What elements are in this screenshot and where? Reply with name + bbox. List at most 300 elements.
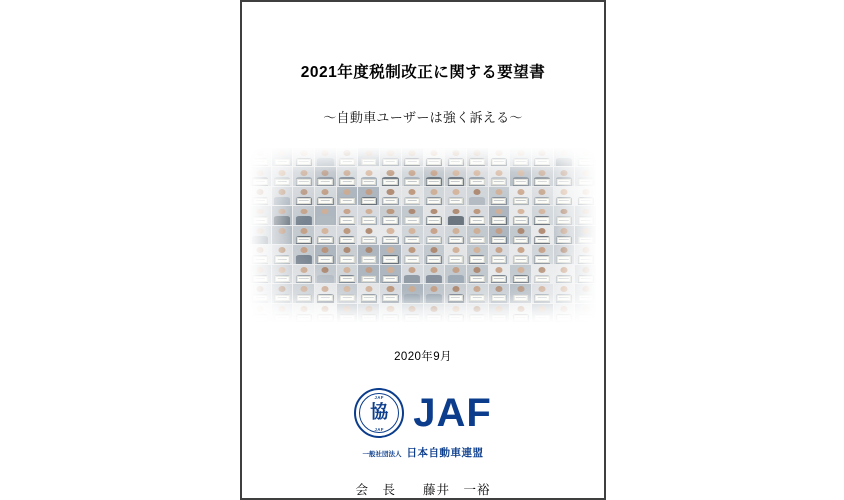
photo-person-head bbox=[495, 247, 502, 253]
photo-person-head bbox=[322, 150, 329, 156]
photo-message-board bbox=[578, 237, 592, 243]
photo-message-board bbox=[383, 237, 397, 243]
photo-person-head bbox=[257, 286, 264, 292]
photo-person-head bbox=[344, 286, 351, 292]
photo-person-head bbox=[300, 267, 307, 273]
photo-tile bbox=[467, 206, 488, 224]
photo-tile bbox=[510, 206, 531, 224]
photo-message-board bbox=[578, 276, 592, 282]
photo-message-board bbox=[296, 179, 310, 185]
photo-person-head bbox=[365, 286, 372, 292]
photo-tile bbox=[510, 304, 531, 322]
photo-person-head bbox=[495, 170, 502, 176]
photo-tile bbox=[358, 284, 379, 302]
photo-tile bbox=[532, 187, 553, 205]
photo-message-board bbox=[340, 256, 354, 262]
emblem-top-text: JAF bbox=[374, 394, 384, 400]
photo-message-board bbox=[470, 276, 484, 282]
photo-message-board bbox=[492, 276, 506, 282]
photo-person-body bbox=[556, 158, 572, 166]
photo-tile bbox=[445, 304, 466, 322]
photo-person-head bbox=[539, 189, 546, 195]
photo-message-board bbox=[557, 295, 571, 301]
photo-message-board bbox=[557, 198, 571, 204]
photo-message-board bbox=[557, 315, 571, 321]
page-title: 2021年度税制改正に関する要望書 bbox=[300, 64, 546, 81]
photo-person-head bbox=[430, 189, 437, 195]
photo-tile bbox=[402, 284, 423, 302]
logo-caption bbox=[362, 445, 483, 460]
photo-person-head bbox=[517, 170, 524, 176]
photo-person-body bbox=[447, 216, 463, 224]
photo-person-head bbox=[279, 286, 286, 292]
photo-tile bbox=[293, 167, 314, 185]
photo-tile bbox=[293, 148, 314, 166]
photo-person-head bbox=[517, 247, 524, 253]
photo-person-head bbox=[430, 286, 437, 292]
photo-message-board bbox=[383, 256, 397, 262]
cover-photo-mosaic bbox=[250, 148, 596, 322]
photo-person-head bbox=[344, 228, 351, 234]
photo-person-head bbox=[582, 170, 589, 176]
photo-tile bbox=[315, 304, 336, 322]
photo-message-board bbox=[405, 217, 419, 223]
photo-tile bbox=[272, 245, 293, 263]
photo-person-head bbox=[517, 150, 524, 156]
photo-tile bbox=[424, 206, 445, 224]
photo-message-board bbox=[253, 276, 267, 282]
photo-tile bbox=[445, 245, 466, 263]
photo-message-board bbox=[383, 179, 397, 185]
photo-tile bbox=[315, 245, 336, 263]
photo-person-head bbox=[257, 150, 264, 156]
photo-message-board bbox=[470, 217, 484, 223]
photo-person-head bbox=[452, 209, 459, 215]
photo-message-board bbox=[253, 256, 267, 262]
photo-tile bbox=[445, 167, 466, 185]
photo-person-body bbox=[426, 294, 442, 302]
photo-message-board bbox=[275, 256, 289, 262]
photo-person-head bbox=[560, 306, 567, 312]
photo-tile bbox=[250, 304, 271, 322]
photo-message-board bbox=[318, 179, 332, 185]
photo-person-head bbox=[365, 247, 372, 253]
photo-person-head bbox=[539, 170, 546, 176]
photo-person-body bbox=[317, 158, 333, 166]
photo-person-head bbox=[560, 150, 567, 156]
photo-person-head bbox=[257, 247, 264, 253]
photo-message-board bbox=[557, 276, 571, 282]
photo-message-board bbox=[275, 276, 289, 282]
photo-person-head bbox=[409, 267, 416, 273]
photo-person-head bbox=[279, 209, 286, 215]
photo-message-board bbox=[383, 295, 397, 301]
photo-tile bbox=[272, 167, 293, 185]
photo-message-board bbox=[448, 179, 462, 185]
photo-tile bbox=[337, 245, 358, 263]
photo-person-head bbox=[474, 267, 481, 273]
photo-message-board bbox=[448, 295, 462, 301]
photo-tile bbox=[467, 226, 488, 244]
photo-tile bbox=[315, 284, 336, 302]
photo-tile bbox=[272, 187, 293, 205]
photo-person-head bbox=[257, 170, 264, 176]
photo-tile bbox=[424, 265, 445, 283]
photo-person-head bbox=[300, 170, 307, 176]
photo-tile bbox=[489, 265, 510, 283]
photo-tile bbox=[554, 245, 575, 263]
photo-tile bbox=[467, 167, 488, 185]
photo-person-body bbox=[317, 275, 333, 283]
photo-message-board bbox=[448, 315, 462, 321]
photo-tile bbox=[510, 187, 531, 205]
photo-person-head bbox=[344, 150, 351, 156]
photo-tile bbox=[358, 226, 379, 244]
photo-person-head bbox=[409, 189, 416, 195]
jaf-logo-block bbox=[354, 388, 492, 460]
photo-tile bbox=[315, 206, 336, 224]
photo-message-board bbox=[253, 198, 267, 204]
photo-message-board bbox=[578, 217, 592, 223]
photo-message-board bbox=[340, 217, 354, 223]
photo-tile bbox=[532, 304, 553, 322]
photo-person-head bbox=[495, 267, 502, 273]
emblem-bottom-text: JAF bbox=[374, 426, 384, 432]
photo-tile bbox=[315, 148, 336, 166]
photo-person-head bbox=[474, 306, 481, 312]
photo-person-head bbox=[474, 247, 481, 253]
photo-person-head bbox=[430, 228, 437, 234]
photo-person-head bbox=[474, 170, 481, 176]
photo-message-board bbox=[405, 159, 419, 165]
photo-person-head bbox=[539, 267, 546, 273]
photo-message-board bbox=[340, 198, 354, 204]
photo-tile bbox=[402, 226, 423, 244]
photo-tile bbox=[510, 265, 531, 283]
photo-person-head bbox=[582, 306, 589, 312]
photo-person-head bbox=[387, 228, 394, 234]
photo-message-board bbox=[362, 179, 376, 185]
photo-tile bbox=[337, 304, 358, 322]
photo-message-board bbox=[405, 256, 419, 262]
photo-person-head bbox=[300, 228, 307, 234]
photo-message-board bbox=[535, 179, 549, 185]
photo-message-board bbox=[296, 295, 310, 301]
photo-tile bbox=[337, 265, 358, 283]
photo-tile bbox=[554, 167, 575, 185]
photo-message-board bbox=[513, 276, 527, 282]
logo-row bbox=[354, 388, 492, 438]
photo-person-head bbox=[300, 286, 307, 292]
photo-person-head bbox=[539, 209, 546, 215]
photo-person-head bbox=[257, 306, 264, 312]
photo-tile bbox=[510, 245, 531, 263]
photo-message-board bbox=[362, 256, 376, 262]
photo-tile bbox=[532, 148, 553, 166]
photo-message-board bbox=[296, 276, 310, 282]
photo-tile bbox=[510, 284, 531, 302]
photo-message-board bbox=[557, 217, 571, 223]
photo-message-board bbox=[253, 179, 267, 185]
photo-message-board bbox=[383, 198, 397, 204]
photo-tile bbox=[380, 167, 401, 185]
photo-tile bbox=[293, 206, 314, 224]
photo-tile bbox=[554, 187, 575, 205]
photo-message-board bbox=[405, 315, 419, 321]
document-cover-page bbox=[240, 0, 606, 500]
photo-message-board bbox=[535, 217, 549, 223]
photo-message-board bbox=[275, 295, 289, 301]
photo-tile bbox=[467, 304, 488, 322]
photo-tile bbox=[467, 284, 488, 302]
photo-message-board bbox=[492, 179, 506, 185]
photo-person-head bbox=[365, 306, 372, 312]
photo-person-head bbox=[560, 170, 567, 176]
photo-message-board bbox=[492, 315, 506, 321]
photo-message-board bbox=[362, 237, 376, 243]
photo-tile bbox=[424, 304, 445, 322]
photo-tile bbox=[575, 265, 596, 283]
photo-person-body bbox=[447, 275, 463, 283]
photo-person-head bbox=[430, 306, 437, 312]
photo-message-board bbox=[362, 315, 376, 321]
photo-tile bbox=[424, 167, 445, 185]
photo-person-head bbox=[560, 189, 567, 195]
photo-person-head bbox=[279, 306, 286, 312]
photo-message-board bbox=[513, 179, 527, 185]
photo-person-body bbox=[404, 294, 420, 302]
photo-person-head bbox=[452, 189, 459, 195]
photo-message-board bbox=[513, 159, 527, 165]
photo-message-board bbox=[535, 276, 549, 282]
photo-message-board bbox=[427, 315, 441, 321]
photo-tile bbox=[575, 206, 596, 224]
photo-person-head bbox=[517, 228, 524, 234]
photo-person-head bbox=[344, 267, 351, 273]
photo-message-board bbox=[296, 159, 310, 165]
photo-person-head bbox=[560, 267, 567, 273]
photo-tile bbox=[358, 187, 379, 205]
photo-message-board bbox=[448, 198, 462, 204]
photo-message-board bbox=[513, 217, 527, 223]
photo-tile bbox=[337, 148, 358, 166]
photo-person-head bbox=[517, 209, 524, 215]
photo-message-board bbox=[578, 295, 592, 301]
photo-person-head bbox=[409, 286, 416, 292]
photo-message-board bbox=[427, 256, 441, 262]
photo-person-head bbox=[387, 306, 394, 312]
photo-tile bbox=[510, 226, 531, 244]
photo-person-head bbox=[279, 267, 286, 273]
photo-person-head bbox=[582, 150, 589, 156]
photo-person-head bbox=[300, 209, 307, 215]
photo-tile bbox=[402, 167, 423, 185]
photo-tile bbox=[315, 167, 336, 185]
photo-message-board bbox=[578, 198, 592, 204]
photo-person-head bbox=[300, 189, 307, 195]
photo-person-head bbox=[279, 150, 286, 156]
photo-message-board bbox=[492, 217, 506, 223]
photo-person-head bbox=[387, 189, 394, 195]
photo-person-head bbox=[495, 306, 502, 312]
photo-grid bbox=[250, 148, 596, 322]
photo-tile bbox=[489, 148, 510, 166]
photo-person-head bbox=[344, 209, 351, 215]
photo-person-head bbox=[387, 267, 394, 273]
photo-person-head bbox=[344, 306, 351, 312]
photo-person-head bbox=[387, 247, 394, 253]
photo-tile bbox=[402, 245, 423, 263]
photo-tile bbox=[575, 304, 596, 322]
photo-message-board bbox=[362, 276, 376, 282]
photo-tile bbox=[575, 148, 596, 166]
photo-person-head bbox=[279, 189, 286, 195]
photo-message-board bbox=[535, 256, 549, 262]
photo-tile bbox=[380, 148, 401, 166]
photo-message-board bbox=[470, 179, 484, 185]
photo-tile bbox=[510, 148, 531, 166]
photo-person-head bbox=[300, 247, 307, 253]
photo-person-head bbox=[430, 150, 437, 156]
photo-tile bbox=[575, 187, 596, 205]
photo-message-board bbox=[492, 159, 506, 165]
photo-message-board bbox=[470, 295, 484, 301]
photo-person-head bbox=[560, 228, 567, 234]
publication-date: 2020年9月 bbox=[394, 351, 452, 363]
photo-person-head bbox=[322, 267, 329, 273]
photo-message-board bbox=[318, 237, 332, 243]
photo-message-board bbox=[362, 159, 376, 165]
photo-person-head bbox=[452, 286, 459, 292]
photo-person-body bbox=[404, 275, 420, 283]
photo-message-board bbox=[362, 198, 376, 204]
photo-person-head bbox=[517, 286, 524, 292]
photo-tile bbox=[250, 206, 271, 224]
photo-person-head bbox=[452, 228, 459, 234]
photo-tile bbox=[380, 284, 401, 302]
photo-person-body bbox=[296, 255, 312, 263]
photo-tile bbox=[315, 187, 336, 205]
photo-person-head bbox=[495, 150, 502, 156]
photo-message-board bbox=[557, 237, 571, 243]
photo-tile bbox=[424, 187, 445, 205]
photo-tile bbox=[532, 167, 553, 185]
photo-tile bbox=[424, 226, 445, 244]
photo-tile bbox=[337, 187, 358, 205]
photo-tile bbox=[272, 304, 293, 322]
photo-tile bbox=[489, 226, 510, 244]
photo-person-head bbox=[365, 209, 372, 215]
photo-person-head bbox=[452, 306, 459, 312]
photo-person-head bbox=[495, 189, 502, 195]
photo-person-head bbox=[474, 189, 481, 195]
photo-tile bbox=[402, 265, 423, 283]
photo-tile bbox=[532, 284, 553, 302]
photo-tile bbox=[380, 265, 401, 283]
photo-tile bbox=[467, 148, 488, 166]
photo-message-board bbox=[427, 159, 441, 165]
photo-person-head bbox=[322, 170, 329, 176]
photo-person-head bbox=[279, 247, 286, 253]
photo-person-head bbox=[257, 267, 264, 273]
photo-person-head bbox=[365, 170, 372, 176]
photo-tile bbox=[250, 226, 271, 244]
photo-person-head bbox=[430, 247, 437, 253]
photo-tile bbox=[293, 187, 314, 205]
photo-tile bbox=[532, 265, 553, 283]
photo-message-board bbox=[340, 159, 354, 165]
photo-tile bbox=[250, 148, 271, 166]
photo-tile bbox=[445, 148, 466, 166]
photo-person-head bbox=[539, 247, 546, 253]
photo-tile bbox=[272, 148, 293, 166]
photo-message-board bbox=[578, 179, 592, 185]
photo-tile bbox=[445, 265, 466, 283]
photo-person-head bbox=[539, 150, 546, 156]
photo-tile bbox=[380, 226, 401, 244]
photo-tile bbox=[554, 148, 575, 166]
photo-person-head bbox=[257, 209, 264, 215]
photo-person-head bbox=[582, 247, 589, 253]
photo-message-board bbox=[557, 256, 571, 262]
photo-tile bbox=[337, 206, 358, 224]
photo-tile bbox=[380, 245, 401, 263]
photo-person-head bbox=[300, 306, 307, 312]
photo-person-head bbox=[409, 150, 416, 156]
photo-message-board bbox=[535, 159, 549, 165]
photo-tile bbox=[402, 148, 423, 166]
photo-person-head bbox=[582, 228, 589, 234]
photo-message-board bbox=[383, 159, 397, 165]
jaf-emblem-icon bbox=[354, 388, 404, 438]
photo-person-head bbox=[430, 170, 437, 176]
photo-person-head bbox=[322, 247, 329, 253]
photo-message-board bbox=[427, 198, 441, 204]
photo-message-board bbox=[275, 315, 289, 321]
photo-tile bbox=[575, 226, 596, 244]
photo-message-board bbox=[340, 295, 354, 301]
photo-tile bbox=[358, 167, 379, 185]
photo-tile bbox=[250, 187, 271, 205]
photo-message-board bbox=[275, 179, 289, 185]
photo-person-head bbox=[365, 189, 372, 195]
photo-message-board bbox=[492, 295, 506, 301]
photo-person-head bbox=[322, 209, 329, 215]
photo-tile bbox=[272, 284, 293, 302]
photo-message-board bbox=[383, 315, 397, 321]
photo-message-board bbox=[362, 217, 376, 223]
photo-tile bbox=[510, 167, 531, 185]
photo-tile bbox=[358, 148, 379, 166]
photo-person-head bbox=[517, 306, 524, 312]
photo-tile bbox=[424, 245, 445, 263]
photo-tile bbox=[402, 206, 423, 224]
photo-message-board bbox=[578, 159, 592, 165]
photo-person-head bbox=[322, 189, 329, 195]
photo-person-head bbox=[344, 170, 351, 176]
photo-person-head bbox=[387, 150, 394, 156]
photo-message-board bbox=[383, 276, 397, 282]
photo-person-head bbox=[430, 267, 437, 273]
photo-message-board bbox=[340, 315, 354, 321]
photo-message-board bbox=[513, 237, 527, 243]
photo-person-head bbox=[582, 189, 589, 195]
jaf-wordmark: JAF bbox=[413, 391, 492, 435]
photo-tile bbox=[358, 206, 379, 224]
photo-message-board bbox=[578, 256, 592, 262]
photo-person-head bbox=[344, 189, 351, 195]
photo-message-board bbox=[253, 159, 267, 165]
